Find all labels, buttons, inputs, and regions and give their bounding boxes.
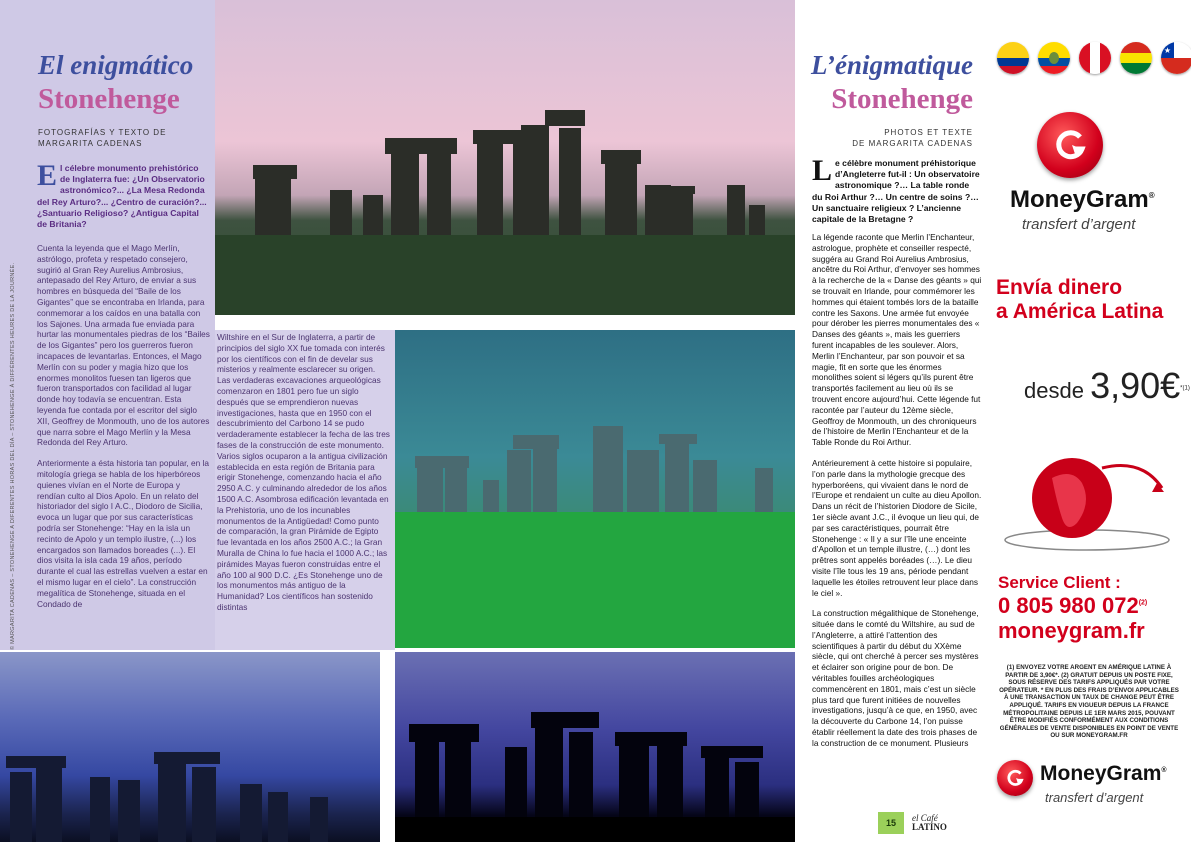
fr-dropcap: L [812, 154, 833, 187]
es-lead [37, 159, 207, 230]
moneygram-brand-footer [1040, 762, 1167, 786]
magazine-logo-line2: LATINO [912, 822, 947, 832]
magazine-logo-line1: el Café [912, 813, 938, 823]
service-label: Service Client : [998, 573, 1121, 592]
es-lead-text: l célebre monumento prehistórico de Inglaterra fue: ¿Un Observatorio astronómico?... ¿La Mesa Redonda del Rey Arturo?... ¿Centro de curación?... ¿Santuario Religioso? ¿Antigua Capital de Britania? [37, 163, 207, 230]
ad-price-prefix: desde [1024, 378, 1084, 403]
fr-paragraph-3: La construction mégalithique de Stonehenge, située dans le comté du Wiltshire, au sud de l’Angleterre, a attiré l’attention des scientifiques à partir du début du XXème siècle, qui ont cherché à percer ses mystères et éclairer son origine pour de bon. De véritables fouilles archéologiques commencèrent en 1801, mais c’est un siècle plus tard que furent initiées de nouvelles investigations, jusqu’à ce que, en 1950, avec la découverte du Carbone 14, l’on puisse établir réellement la date des trois phases de la construction de ce monument. Plusieurs [812, 608, 979, 748]
fr-paragraph-2: Antérieurement à cette histoire si populaire, l’on parle dans la mythologie grecque des hyperboréens, qui vivaient dans le nord de l’Europe et rendaient un culte au dieu Apollon. Dans un récit de l’historien Diodore de Sicile, 1er siècle avant J.C., il évoque un lieu qui, de par ses caractéristiques, pourrait être Stonehenge : « Il y a sur l’île une enceinte d’Apollon et un temple illustre, (…) dont les prêtres sont appelés boréades (…). Le dieu visite l’île tous les 19 ans, période pendant laquelle les étoiles retrouvent leur place dans le ciel ». [812, 457, 982, 598]
es-body-col2 [217, 332, 390, 623]
fr-lead [812, 154, 982, 225]
fr-title-line1: L’énigmatique [811, 50, 973, 80]
es-body-col1 [37, 243, 210, 619]
moneygram-brand-footer-name: MoneyGram [1040, 762, 1162, 785]
fr-title-line2: Stonehenge [831, 83, 973, 115]
flags-row [997, 42, 1191, 74]
moneygram-reg-mark: ® [1148, 191, 1155, 200]
stonehenge-photo-blue-hour [0, 652, 380, 842]
globe-icon [1002, 448, 1172, 558]
service-phone-number: 0 805 980 072 [998, 593, 1139, 618]
es-paragraph-3: Wiltshire en el Sur de Inglaterra, a partir de principios del siglo XX fue tomada con interés por los científicos con el fin de develar sus misterios y realmente esclarecer su origen. Las verdaderas excavaciones arqueológicas comenzaron en 1801 pero fue un siglo después que se emprendieron nuevas investigaciones, hasta que en 1950 con el descubrimiento del Carbono 14 se pudo verdaderamente establecer la fecha de las tres fases de la construcción de este monumento. Varios siglos ocuparon a la antigua civilización establecida en esta región de Britania para erigir Stonehenge, comenzando hacia el año 2950 A.C. y culminando alrededor de los años 1500 A.C. Asombrosa edificación levantada en la Prehistoria, uno de los incunables monumentos de la Antigüedad! Como punto de comparación, la gran Pirámide de Egipto fue levantada en los años 2500 A.C.; la Gran Muralla de China lo fue hacia el 1000 A.C.; las pirámides Mayas fueron construidas entre el año 100 al 900 D.C. ¿Es Stonehenge uno de los monumentos más antiguo de la Humanidad? Los científicos han sostenido distintas [217, 332, 390, 612]
moneygram-brand [1010, 186, 1155, 214]
es-title-line1: El enigmático [38, 50, 194, 80]
moneygram-brand-name: MoneyGram [1010, 186, 1149, 213]
page-number: 15 [878, 812, 904, 834]
es-dropcap: E [37, 159, 58, 192]
stonehenge-photo-daylight [395, 330, 795, 648]
moneygram-tagline: transfert d’argent [1022, 216, 1136, 233]
moneygram-logo-icon [1037, 112, 1103, 178]
ad-price-value: 3,90€ [1090, 365, 1181, 406]
es-credit-line1: FOTOGRAFÍAS Y TEXTO DE [38, 128, 167, 137]
moneygram-logo-small-icon [997, 760, 1033, 796]
es-credit-line2: MARGARITA CADENAS [38, 139, 143, 148]
es-paragraph-2: Anteriormente a ésta historia tan popular, en la mitología griega se habla de los hiperbóreos quienes vivían en el Norte de Europa y rendían culto al Dios Apolo. En un relato del historiador del siglo I A.C., Diodoro de Sicilia, evoca un lugar que por sus características podría ser Stonehenge: “Hay en la isla un recinto de Apolo y un templo ilustre, (...) los encargados son llamados boreades (...). El dios visita la isla cada 19 años, período durante el cual las estrellas vuelven a estar en el mismo lugar en el cielo”. La construcción megalítica de Stonehenge, situada en el Condado de [37, 458, 210, 609]
service-phone [998, 593, 1147, 619]
ad-headline [996, 276, 1163, 324]
es-title-line2: Stonehenge [38, 83, 180, 115]
fr-body [812, 232, 982, 759]
fr-paragraph-1: La légende raconte que Merlin l’Enchanteur, astrologue, prophète et conseiller respecté, suggéra au Grand Roi Aurelius Ambrosius, ancêtre du Roi Arthur, d’envoyer ses hommes à la recherche de la « Danse des géants » qui se trouvait en Irlande, pour commémorer les hommes qui étaient tombés lors de la bataille contre les Saxons. Une armée fut envoyée pour dérober les pierres monumentales des « Danses des géants », mais les guerriers furent incapables de les soulever. Alors, Merlin l’Enchanteur, par son pouvoir et sa magie, fit en sorte que les énormes monolithes soient si légers qu’ils purent être transportés facilement au lieu où ils se trouvent encore aujourd’hui. Cette légende fut racontée par l’auteur du 12ème siècle, Geoffroy de Monmouth, un des chroniqueurs de l’histoire de Merlin l’Enchanteur et de la Table Ronde du Roi Arthur. [812, 232, 982, 448]
website-link[interactable]: moneygram.fr [998, 618, 1145, 643]
stonehenge-photo-night [395, 652, 795, 842]
moneygram-footer-reg-mark: ® [1161, 767, 1167, 774]
fr-lead-text: e célèbre monument préhistorique d’Angleterre fut-il : Un observatoire astronomique ?… La table ronde du Roi Arthur ?… Un centre de soins ?… Un sanctuaire religieux ? L’ancienne capitale de la Bretagne ? [812, 158, 980, 225]
ecuador-flag-icon [1038, 42, 1070, 74]
peru-flag-icon [1079, 42, 1111, 74]
magazine-logo [912, 814, 972, 832]
fr-credit [852, 127, 973, 149]
ad-headline-line1: Envía dinero [996, 276, 1123, 299]
stonehenge-photo-dusk [215, 0, 795, 315]
fr-credit-line2: DE MARGARITA CADENAS [852, 139, 973, 148]
ad-headline-line2: a América Latina [996, 300, 1164, 323]
ad-price-note: *(1) [1180, 385, 1190, 392]
es-paragraph-1: Cuenta la leyenda que el Mago Merlín, astrólogo, profeta y respetado consejero, sugirió al Gran Rey Aurelius Ambrosius, antepasado del Rey Arturo, de enviar a sus hombres en búsqueda del “Baile de los Gigantes” que se encontraba en Irlanda, para conmemorar a los caídos en una batalla con los Sajones. Una armada fue enviada para hurtar las monumentales piedras de los “Bailes de los Gigantes” pero los guerreros fueron incapaces de levantarlas. Entonces, el Mago Merlín con su poder y magia hizo que los enormes monolitos fuesen tan ligeros que fueron transportados con facilidad al lugar donde hoy todavía se encuentran. Esta leyenda fue contada por el escritor del siglo XII, Geoffrey de Monmouth, uno de los autores que narra sobre el Mago Merlín y la Mesa Redonda del Rey Arturo. [37, 243, 210, 448]
colombia-flag-icon [997, 42, 1029, 74]
photo-credit-caption: © MARGARITA CADENAS – STONEHENGE A DIFERENTES HORAS DEL DÍA – STONEHENGE À DIFFÉRENTES HEURES DE LA JOURNÉE. [10, 262, 16, 650]
fr-credit-line1: PHOTOS ET TEXTE [884, 128, 973, 137]
es-credit [38, 127, 166, 149]
chile-flag-icon: ★ [1161, 42, 1191, 74]
bolivia-flag-icon [1120, 42, 1152, 74]
service-phone-note: (2) [1138, 599, 1148, 607]
moneygram-tagline-footer: transfert d’argent [1045, 790, 1144, 805]
ad-fine-print: (1) ENVOYEZ VOTRE ARGENT EN AMÉRIQUE LATINE À PARTIR DE 3,90€*. (2) GRATUIT DEPUIS UN POSTE FIXE, SOUS RÉSERVE DES TARIFS APPLIQUÉS PAR VOTRE OPÉRATEUR. * EN PLUS DES FRAIS D’ENVOI APPLICABLES À UNE TRANSACTION UN TAUX DE CHANGE PEUT ÊTRE APPLIQUÉ. TARIFS EN VIGUEUR DEPUIS LA FRANCE MÉTROPOLITAINE DEPUIS LE 1ER MARS 2015, POUVANT ÊTRE MODIFIÉS CONFORMÉMENT AUX CONDITIONS GÉNÉRALES DE VENTE DISPONIBLES EN POINT DE VENTE OU SUR MONEYGRAM.FR [999, 664, 1179, 740]
ad-price [1024, 365, 1190, 407]
